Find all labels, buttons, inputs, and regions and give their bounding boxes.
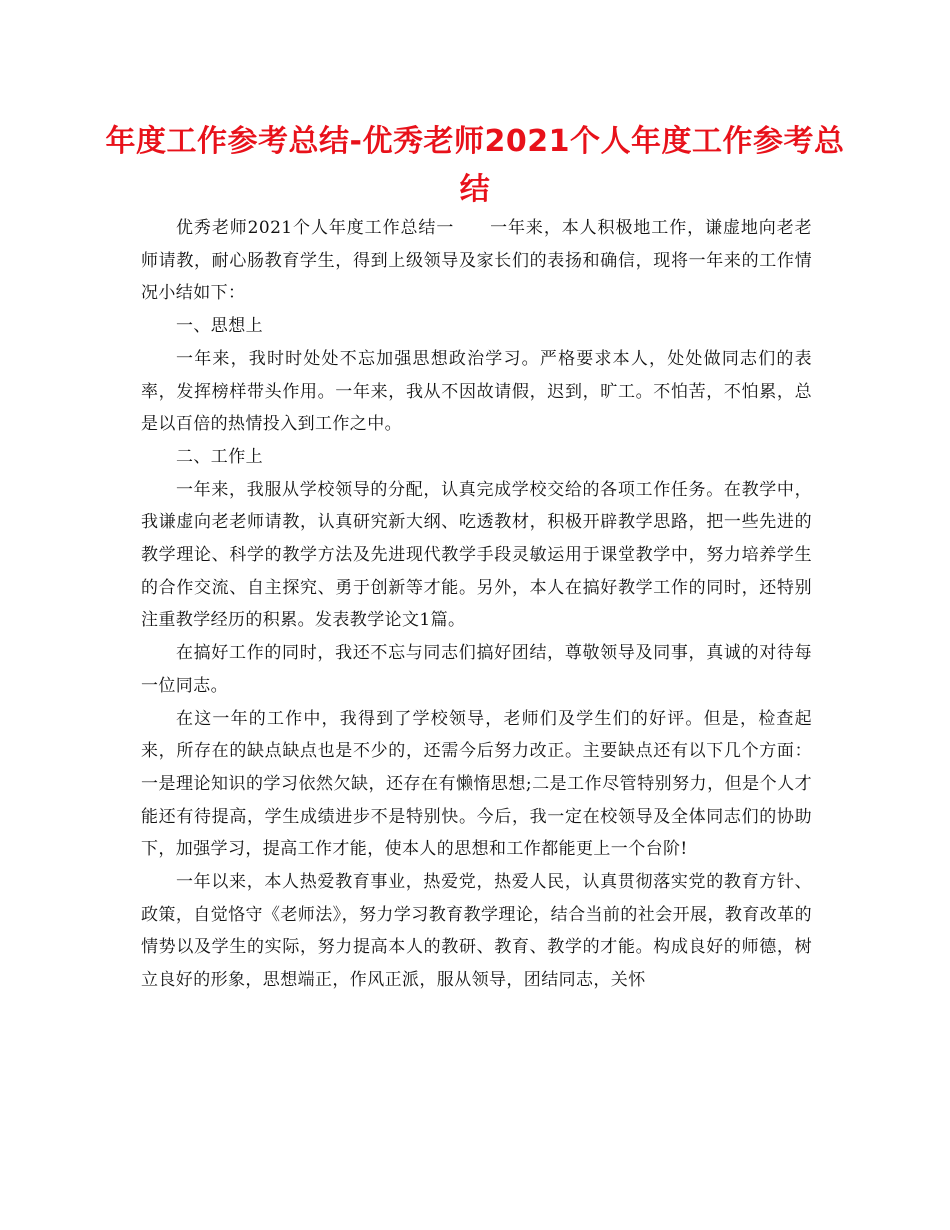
document-body — [141, 212, 812, 997]
section-heading-work: 二、工作上 — [176, 446, 263, 467]
paragraph-ethics: 一年以来，本人热爱教育事业，热爱党，热爱人民，认真贯彻落实党的教育方针、政策，自觉恪守《老师法》，努力学习教育教学理论，结合当前的社会开展，教育改革的情势以及学生的实际，努力提高本人的教研、教育、教学的才能。构成良好的师德，树立良好的形象，思想端正，作风正派，服从领导，团结同志，关怀 — [141, 872, 812, 991]
paragraph-review: 在这一年的工作中，我得到了学校领导，老师们及学生们的好评。但是，检查起来，所存在的缺点缺点也是不少的，还需今后努力改正。主要缺点还有以下几个方面：一是理论知识的学习依然欠缺，还存在有懒惰思想;二是工作尽管特别努力，但是个人才能还有待提高，学生成绩进步不是特别快。今后，我一定在校领导及全体同志们的协助下，加强学习，提高工作才能，使本人的思想和工作都能更上一个台阶! — [141, 708, 812, 860]
paragraph-intro: 优秀老师2021个人年度工作总结一 一年来，本人积极地工作，谦虚地向老老师请教，耐心肠教育学生，得到上级领导及家长们的表扬和确信，现将一年来的工作情况小结如下： — [141, 218, 812, 304]
document-title: 年度工作参考总结-优秀老师2021个人年度工作参考总结 — [105, 124, 845, 207]
paragraph-work: 一年来，我服从学校领导的分配，认真完成学校交给的各项工作任务。在教学中，我谦虚向老老师请教，认真研究新大纲、吃透教材，积极开辟教学思路，把一些先进的教学理论、科学的教学方法及先进现代教学手段灵敏运用于课堂教学中，努力培养学生的合作交流、自主探究、勇于创新等才能。另外，本人在搞好教学工作的同时，还特别注重教学经历的积累。发表教学论文1篇。 — [141, 479, 812, 631]
section-heading-thought: 一、思想上 — [176, 316, 263, 337]
paragraph-thought: 一年来，我时时处处不忘加强思想政治学习。严格要求本人，处处做同志们的表率，发挥榜样带头作用。一年来，我从不因故请假，迟到，旷工。不怕苦，不怕累，总是以百倍的热情投入到工作之中。 — [141, 348, 812, 435]
paragraph-unity: 在搞好工作的同时，我还不忘与同志们搞好团结，尊敬领导及同事，真诚的对待每一位同志。 — [141, 643, 812, 696]
